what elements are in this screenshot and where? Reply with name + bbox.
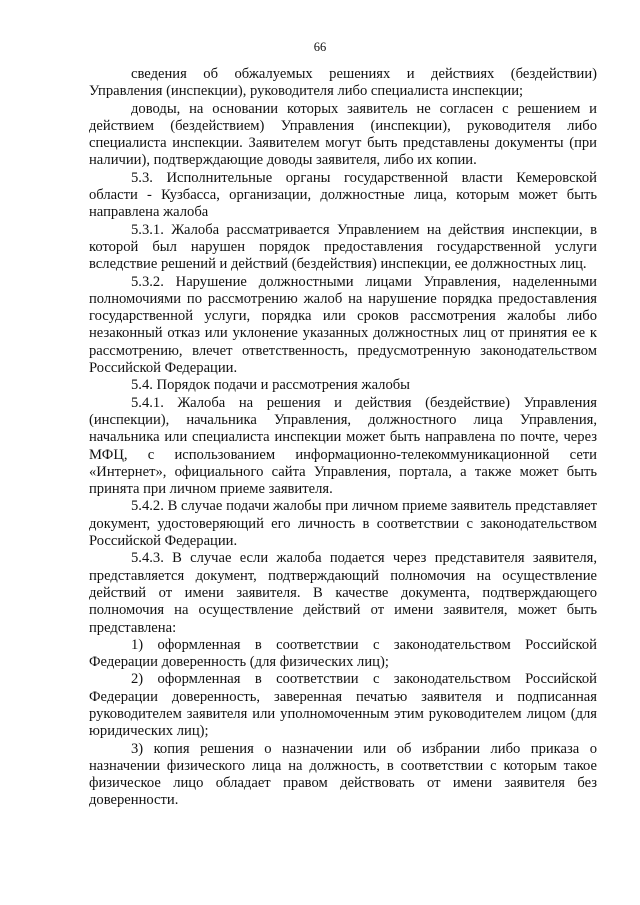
paragraph: 5.4.2. В случае подачи жалобы при личном приеме заявитель представляет документ, удостоверяющий его личность в соответствии с законодательством Российской Федерации. [89, 498, 597, 550]
paragraph: 5.4.3. В случае если жалоба подается через представителя заявителя, представляется документ, подтверждающий полномочия на осуществление действий от имени заявителя. В качестве документа, подтверждающего полномочия на осуществление действий от имени заявителя, может быть представлена: [89, 550, 597, 636]
page-number: 66 [313, 40, 327, 54]
paragraph: 2) оформленная в соответствии с законодательством Российской Федерации доверенность, заверенная печатью заявителя и подписанная руководителем заявителя или уполномоченным этим руководителем лицом (для юридических лиц); [89, 671, 597, 740]
paragraph: 5.3. Исполнительные органы государственной власти Кемеровской области - Кузбасса, организации, должностные лица, которым может быть направлена жалоба [89, 169, 597, 221]
paragraph: 5.3.1. Жалоба рассматривается Управлением на действия инспекции, в которой был нарушен порядок предоставления государственной услуги вследствие решений и действий (бездействия) инспекции, ее должностных лиц. [89, 221, 597, 273]
paragraph: 3) копия решения о назначении или об избрании либо приказа о назначении физического лица на должность, в соответствии с которым такое физическое лицо обладает правом действовать от имени заявителя без доверенности. [89, 740, 597, 809]
paragraph: 5.4.1. Жалоба на решения и действия (бездействие) Управления (инспекции), начальника Управления, должностного лица Управления, начальника или специалиста инспекции может быть направлена по почте, через МФЦ, с использованием информационно-телекоммуникационной сети «Интернет», официального сайта Управления, портала, а также может быть принята при личном приеме заявителя. [89, 394, 597, 498]
paragraph: 5.3.2. Нарушение должностными лицами Управления, наделенными полномочиями по рассмотрению жалоб на нарушение порядка предоставления государственной услуги, порядка или сроков рассмотрения жалобы либо незаконный отказ или уклонение указанных должностных лиц от принятия ее к рассмотрению, влечет ответственность, предусмотренную законодательством Российской Федерации. [89, 273, 597, 377]
document-body [89, 66, 597, 810]
paragraph: сведения об обжалуемых решениях и действиях (бездействии) Управления (инспекции), руководителя либо специалиста инспекции; [89, 66, 597, 100]
paragraph: 5.4. Порядок подачи и рассмотрения жалобы [131, 377, 410, 394]
paragraph: доводы, на основании которых заявитель не согласен с решением и действием (бездействием) Управления (инспекции), руководителя либо специалиста инспекции. Заявителем могут быть представлены документы (при наличии), подтверждающие доводы заявителя, либо их копии. [89, 100, 597, 169]
paragraph: 1) оформленная в соответствии с законодательством Российской Федерации доверенность (для физических лиц); [89, 636, 597, 671]
